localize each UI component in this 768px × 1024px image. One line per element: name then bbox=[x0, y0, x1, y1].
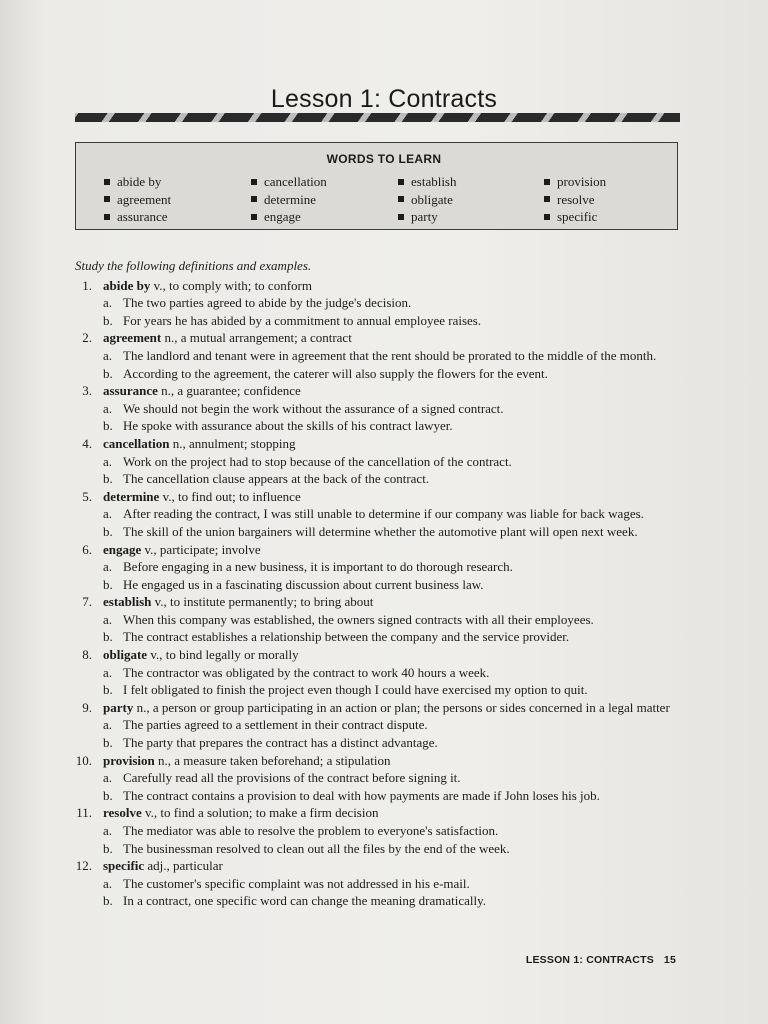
word-label: determine bbox=[264, 191, 316, 207]
example-sentence bbox=[103, 347, 675, 365]
example-letter: b. bbox=[103, 418, 113, 434]
word-label: establish bbox=[411, 174, 457, 189]
instructions-text: Study the following definitions and examples. bbox=[75, 258, 312, 273]
page-footer bbox=[526, 954, 676, 966]
example-text: The contract establishes a relationship between the company and the service provider. bbox=[123, 629, 570, 645]
square-bullet-icon bbox=[104, 214, 110, 220]
entry-headline bbox=[103, 435, 675, 453]
square-bullet-icon bbox=[251, 196, 257, 202]
example-text: I felt obligated to finish the project even though I could have exercised my option to quit. bbox=[123, 682, 588, 698]
word-label: provision bbox=[557, 174, 607, 189]
entry-number: 2. bbox=[82, 330, 92, 346]
example-letter: a. bbox=[103, 506, 113, 522]
definition-entry bbox=[75, 752, 675, 805]
definition-entry bbox=[75, 857, 675, 910]
entry-definition: n., a measure taken beforehand; a stipulation bbox=[154, 752, 391, 768]
entry-headline bbox=[103, 329, 675, 347]
entry-headline bbox=[103, 752, 675, 770]
example-sentence bbox=[103, 769, 675, 787]
decorative-stripe bbox=[75, 113, 680, 122]
example-text: The businessman resolved to clean out all the files by the end of the week. bbox=[123, 840, 510, 856]
entry-definition: v., to institute permanently; to bring about bbox=[151, 594, 374, 610]
entry-word: agreement bbox=[103, 330, 162, 346]
entry-word: party bbox=[103, 699, 134, 715]
example-letter: b. bbox=[103, 523, 113, 539]
example-letter: b. bbox=[103, 471, 113, 487]
example-letter: b. bbox=[103, 365, 113, 381]
example-sentence bbox=[103, 611, 675, 629]
entry-headline bbox=[103, 804, 675, 822]
square-bullet-icon bbox=[398, 196, 404, 202]
example-letter: a. bbox=[103, 559, 113, 575]
entry-headline bbox=[103, 541, 675, 559]
definition-entry bbox=[75, 382, 675, 435]
word-to-learn-item bbox=[104, 191, 251, 209]
entry-definition: v., to find out; to influence bbox=[159, 488, 301, 504]
words-to-learn-list bbox=[104, 173, 684, 226]
word-label: resolve bbox=[557, 191, 595, 207]
definitions-section bbox=[75, 257, 675, 910]
entry-definition: adj., particular bbox=[144, 858, 223, 874]
footer-lesson-label: LESSON 1: CONTRACTS bbox=[525, 954, 654, 966]
example-text: The party that prepares the contract has a distinct advantage. bbox=[123, 735, 438, 751]
word-label: party bbox=[411, 209, 438, 224]
entry-word: engage bbox=[103, 541, 142, 557]
example-text: The cancellation clause appears at the back of the contract. bbox=[123, 471, 430, 487]
example-sentence bbox=[103, 505, 675, 523]
entry-headline bbox=[103, 488, 675, 506]
example-text: The customer's specific complaint was not addressed in his e-mail. bbox=[123, 875, 470, 891]
entry-headline bbox=[103, 382, 675, 400]
entry-definition: n., a guarantee; confidence bbox=[157, 383, 301, 399]
example-sentence bbox=[103, 892, 675, 910]
word-label: cancellation bbox=[264, 174, 327, 189]
square-bullet-icon bbox=[544, 196, 550, 202]
word-label: specific bbox=[557, 209, 598, 224]
example-text: He spoke with assurance about the skills of his contract lawyer. bbox=[123, 418, 453, 434]
entry-definition: n., a person or group participating in an action or plan; the persons or sides concerned in a legal matter bbox=[133, 699, 670, 715]
square-bullet-icon bbox=[104, 179, 110, 185]
square-bullet-icon bbox=[398, 214, 404, 220]
word-label: abide by bbox=[117, 174, 162, 189]
entry-number: 11. bbox=[76, 805, 92, 821]
entry-number: 12. bbox=[75, 858, 92, 874]
entry-word: specific bbox=[103, 858, 145, 874]
example-text: The parties agreed to a settlement in their contract dispute. bbox=[123, 717, 428, 733]
word-to-learn-item bbox=[398, 208, 544, 226]
example-text: The mediator was able to resolve the problem to everyone's satisfaction. bbox=[123, 823, 499, 838]
example-sentence bbox=[103, 417, 675, 435]
entry-headline bbox=[103, 277, 675, 295]
example-sentence bbox=[103, 664, 675, 682]
definition-entry bbox=[75, 541, 675, 594]
entry-definition: v., to comply with; to conform bbox=[150, 277, 312, 293]
example-letter: b. bbox=[103, 840, 113, 856]
example-letter: a. bbox=[103, 875, 113, 891]
definition-entry bbox=[75, 488, 675, 541]
definition-entry bbox=[75, 435, 675, 488]
example-text: The two parties agreed to abide by the judge's decision. bbox=[123, 295, 412, 311]
entry-number: 9. bbox=[82, 699, 92, 715]
definition-entry bbox=[75, 804, 675, 857]
word-to-learn-item bbox=[398, 173, 544, 191]
entry-headline bbox=[103, 699, 675, 717]
entry-word: assurance bbox=[103, 383, 158, 399]
example-text: He engaged us in a fascinating discussion about current business law. bbox=[123, 576, 484, 592]
word-to-learn-item bbox=[104, 208, 251, 226]
example-text: The contractor was obligated by the contract to work 40 hours a week. bbox=[123, 664, 490, 680]
entry-word: obligate bbox=[103, 647, 148, 663]
word-to-learn-item bbox=[251, 191, 398, 209]
example-text: After reading the contract, I was still unable to determine if our company was liable for back wages. bbox=[123, 506, 644, 522]
entry-number: 6. bbox=[82, 541, 92, 557]
example-sentence bbox=[103, 822, 675, 840]
entry-headline bbox=[103, 857, 675, 875]
word-to-learn-item bbox=[398, 191, 544, 209]
entry-number: 4. bbox=[82, 435, 92, 451]
entry-word: determine bbox=[103, 488, 160, 504]
example-text: Before engaging in a new business, it is important to do thorough research. bbox=[123, 559, 513, 575]
example-sentence bbox=[103, 716, 675, 734]
word-label: engage bbox=[264, 209, 301, 224]
example-letter: a. bbox=[103, 453, 113, 469]
definition-entry bbox=[75, 329, 675, 382]
example-letter: b. bbox=[103, 893, 113, 909]
definition-entry bbox=[75, 593, 675, 646]
entry-headline bbox=[103, 593, 675, 611]
example-text: When this company was established, the owners signed contracts with all their employees. bbox=[123, 611, 594, 627]
page-number: 15 bbox=[663, 954, 676, 966]
example-text: For years he has abided by a commitment to annual employee raises. bbox=[123, 312, 482, 328]
example-letter: b. bbox=[103, 312, 113, 328]
example-sentence bbox=[103, 576, 675, 594]
example-letter: a. bbox=[103, 770, 113, 786]
example-sentence bbox=[103, 840, 675, 858]
example-letter: a. bbox=[103, 717, 113, 733]
word-to-learn-item bbox=[104, 173, 251, 191]
word-to-learn-item bbox=[544, 173, 684, 191]
square-bullet-icon bbox=[398, 179, 404, 185]
page-title: Lesson 1: Contracts bbox=[270, 84, 498, 113]
example-sentence bbox=[103, 875, 675, 893]
entry-number: 10. bbox=[75, 752, 92, 768]
definition-entry bbox=[75, 699, 675, 752]
example-sentence bbox=[103, 787, 675, 805]
entry-definition: v., to find a solution; to make a firm decision bbox=[141, 805, 379, 821]
entry-number: 3. bbox=[82, 383, 92, 399]
example-letter: b. bbox=[103, 629, 113, 645]
example-sentence bbox=[103, 523, 675, 541]
example-sentence bbox=[103, 734, 675, 752]
example-sentence bbox=[103, 628, 675, 646]
definition-list bbox=[75, 277, 675, 910]
definition-entry bbox=[75, 277, 675, 330]
example-text: According to the agreement, the caterer will also supply the flowers for the event. bbox=[123, 365, 548, 381]
square-bullet-icon bbox=[544, 214, 550, 220]
example-sentence bbox=[103, 312, 675, 330]
square-bullet-icon bbox=[544, 179, 550, 185]
word-to-learn-item bbox=[544, 191, 684, 209]
example-letter: b. bbox=[103, 682, 113, 698]
example-sentence bbox=[103, 453, 675, 471]
example-text: Work on the project had to stop because of the cancellation of the contract. bbox=[123, 453, 512, 469]
entry-definition: v., to bind legally or morally bbox=[147, 647, 299, 663]
entry-number: 7. bbox=[82, 594, 92, 610]
example-text: The contract contains a provision to deal with how payments are made if John loses his job. bbox=[123, 787, 600, 803]
word-to-learn-item bbox=[251, 173, 398, 191]
example-text: Carefully read all the provisions of the contract before signing it. bbox=[123, 770, 461, 786]
word-to-learn-item bbox=[251, 208, 398, 226]
example-sentence bbox=[103, 681, 675, 699]
word-to-learn-item bbox=[544, 208, 684, 226]
entry-definition: n., a mutual arrangement; a contract bbox=[161, 330, 352, 346]
example-letter: a. bbox=[103, 400, 113, 416]
example-sentence bbox=[103, 558, 675, 576]
example-text: The skill of the union bargainers will determine whether the automotive plant will open next week. bbox=[123, 523, 638, 539]
words-to-learn-heading: WORDS TO LEARN bbox=[326, 152, 442, 166]
entry-headline bbox=[103, 646, 675, 664]
square-bullet-icon bbox=[104, 196, 110, 202]
example-letter: a. bbox=[103, 295, 113, 311]
example-sentence bbox=[103, 294, 675, 312]
example-sentence bbox=[103, 470, 675, 488]
example-text: We should not begin the work without the assurance of a signed contract. bbox=[123, 400, 504, 416]
word-label: obligate bbox=[411, 191, 453, 207]
entry-word: cancellation bbox=[103, 435, 170, 451]
example-letter: a. bbox=[103, 347, 113, 363]
example-sentence bbox=[103, 400, 675, 418]
word-label: agreement bbox=[117, 191, 172, 207]
definition-entry bbox=[75, 646, 675, 699]
entry-definition: n., annulment; stopping bbox=[169, 435, 296, 451]
example-letter: b. bbox=[103, 735, 113, 751]
entry-number: 8. bbox=[82, 647, 92, 663]
entry-word: resolve bbox=[103, 805, 142, 821]
square-bullet-icon bbox=[251, 214, 257, 220]
entry-word: abide by bbox=[103, 277, 151, 293]
example-text: The landlord and tenant were in agreement that the rent should be prorated to the middle of the month. bbox=[123, 347, 657, 363]
example-letter: b. bbox=[103, 576, 113, 592]
example-letter: a. bbox=[103, 664, 113, 680]
word-label: assurance bbox=[117, 209, 168, 224]
example-text: In a contract, one specific word can change the meaning dramatically. bbox=[123, 893, 486, 909]
example-letter: a. bbox=[103, 611, 113, 627]
example-sentence bbox=[103, 365, 675, 383]
entry-number: 1. bbox=[82, 277, 92, 293]
entry-word: establish bbox=[103, 594, 152, 610]
entry-word: provision bbox=[103, 752, 155, 768]
example-letter: a. bbox=[103, 823, 113, 838]
square-bullet-icon bbox=[251, 179, 257, 185]
example-letter: b. bbox=[103, 787, 113, 803]
entry-number: 5. bbox=[82, 488, 92, 504]
entry-definition: v., participate; involve bbox=[141, 541, 261, 557]
